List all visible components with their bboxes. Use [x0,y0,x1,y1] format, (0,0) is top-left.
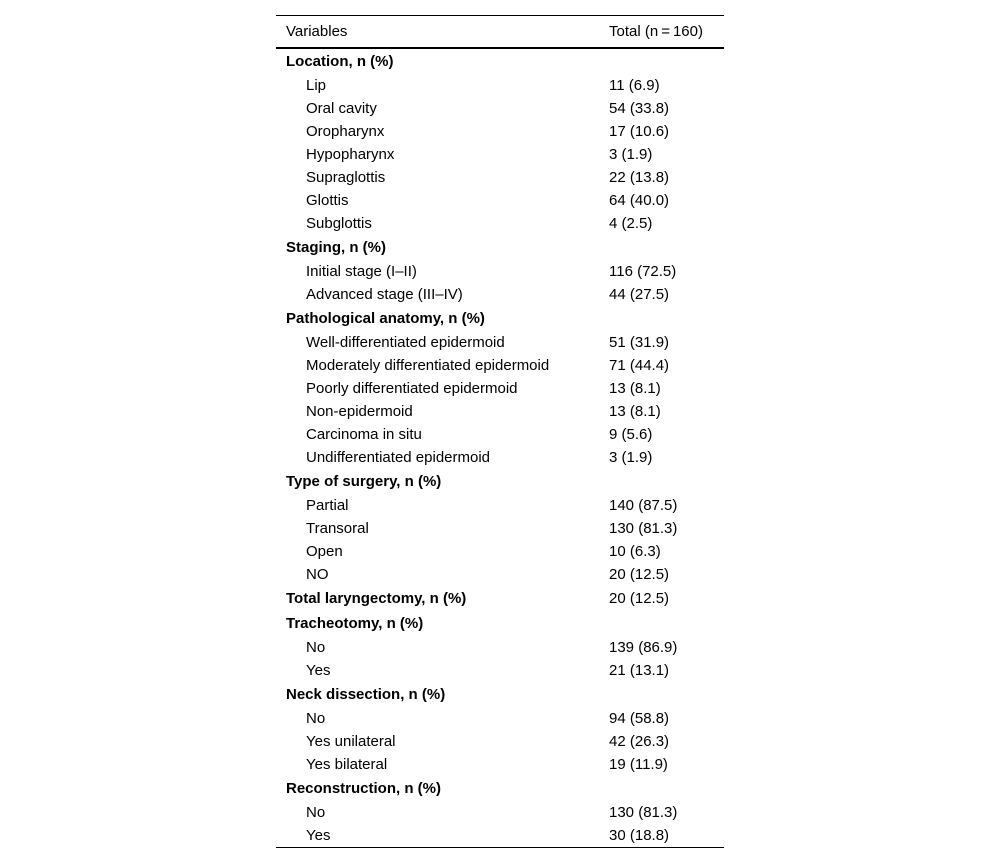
row-label: Non-epidermoid [306,403,413,420]
section-row [276,469,724,494]
row-label: Poorly differentiated epidermoid [306,380,518,397]
table-footer [276,848,724,855]
table-row [276,563,724,586]
section-value: 20 (12.5) [609,590,670,607]
table-row [276,423,724,446]
row-label: Moderately differentiated epidermoid [306,357,550,374]
section-value [599,48,724,74]
section-title: Reconstruction, n (%) [286,780,442,797]
row-value: 13 (8.1) [609,403,661,420]
header-row [276,16,724,49]
table-header [276,16,724,49]
section-title: Total laryngectomy, n (%) [286,590,467,607]
row-label: Glottis [306,192,349,209]
section-row [276,235,724,260]
row-label: NO [306,566,329,583]
section-row [276,682,724,707]
row-label: Open [306,543,343,560]
table-row [276,446,724,469]
table-row [276,659,724,682]
data-table [276,15,724,854]
table-row [276,707,724,730]
section-value [599,235,724,260]
table-row [276,824,724,848]
table-row [276,260,724,283]
row-label: Yes [306,827,331,844]
row-label: Transoral [306,520,369,537]
row-label: No [306,804,326,821]
table-row [276,377,724,400]
row-value: 54 (33.8) [609,100,670,117]
row-label: Well-differentiated epidermoid [306,334,505,351]
row-value: 20 (12.5) [609,566,670,583]
row-label: Oropharynx [306,123,385,140]
table-row [276,97,724,120]
row-value: 19 (11.9) [609,756,668,773]
section-value [599,469,724,494]
table-row [276,283,724,306]
section-row [276,306,724,331]
section-title: Pathological anatomy, n (%) [286,310,485,327]
section-row [276,48,724,74]
row-label: Yes bilateral [306,756,388,773]
row-value: 140 (87.5) [609,497,678,514]
section-value [599,611,724,636]
row-value: 30 (18.8) [609,827,670,844]
row-label: Undifferentiated epidermoid [306,449,491,466]
table-row [276,400,724,423]
section-title: Location, n (%) [286,53,394,70]
table-row [276,753,724,776]
section-title: Tracheotomy, n (%) [286,615,424,632]
table-row [276,354,724,377]
table-row [276,166,724,189]
row-value: 42 (26.3) [609,733,670,750]
section-row [276,776,724,801]
table-row [276,801,724,824]
header-total: Total (n = 160) [609,23,703,40]
row-label: Lip [306,77,327,94]
row-value: 3 (1.9) [609,146,653,163]
table-row [276,212,724,235]
row-value: 9 (5.6) [609,426,653,443]
table-row [276,636,724,659]
table-row [276,120,724,143]
table-row [276,517,724,540]
section-row [276,611,724,636]
row-value: 64 (40.0) [609,192,670,209]
table-row [276,74,724,97]
table-row [276,730,724,753]
row-label: No [306,710,326,727]
row-value: 130 (81.3) [609,804,678,821]
row-label: No [306,639,326,656]
row-value: 44 (27.5) [609,286,670,303]
section-value [599,682,724,707]
row-label: Partial [306,497,349,514]
section-title: Type of surgery, n (%) [286,473,442,490]
footer-rule [276,848,724,855]
row-value: 116 (72.5) [609,263,677,280]
row-value: 51 (31.9) [609,334,670,351]
row-value: 22 (13.8) [609,169,670,186]
row-value: 71 (44.4) [609,357,670,374]
row-label: Initial stage (I–II) [306,263,417,280]
header-variables: Variables [286,23,348,40]
row-value: 13 (8.1) [609,380,661,397]
row-value: 130 (81.3) [609,520,678,537]
table-row [276,143,724,166]
table-row [276,331,724,354]
row-value: 3 (1.9) [609,449,653,466]
table-row [276,540,724,563]
section-title: Neck dissection, n (%) [286,686,446,703]
row-value: 11 (6.9) [609,77,660,94]
row-label: Yes [306,662,331,679]
row-label: Oral cavity [306,100,377,117]
row-value: 4 (2.5) [609,215,653,232]
row-label: Subglottis [306,215,372,232]
section-row [276,586,724,611]
table-body [276,48,724,848]
row-label: Hypopharynx [306,146,395,163]
row-value: 21 (13.1) [609,662,670,679]
row-value: 94 (58.8) [609,710,670,727]
section-value [599,776,724,801]
row-label: Supraglottis [306,169,386,186]
row-value: 139 (86.9) [609,639,678,656]
row-label: Carcinoma in situ [306,426,422,443]
table-row [276,494,724,517]
row-label: Yes unilateral [306,733,396,750]
section-title: Staging, n (%) [286,239,386,256]
row-label: Advanced stage (III–IV) [306,286,463,303]
row-value: 10 (6.3) [609,543,661,560]
table-row [276,189,724,212]
table-container [276,15,724,854]
section-value [599,306,724,331]
row-value: 17 (10.6) [609,123,670,140]
